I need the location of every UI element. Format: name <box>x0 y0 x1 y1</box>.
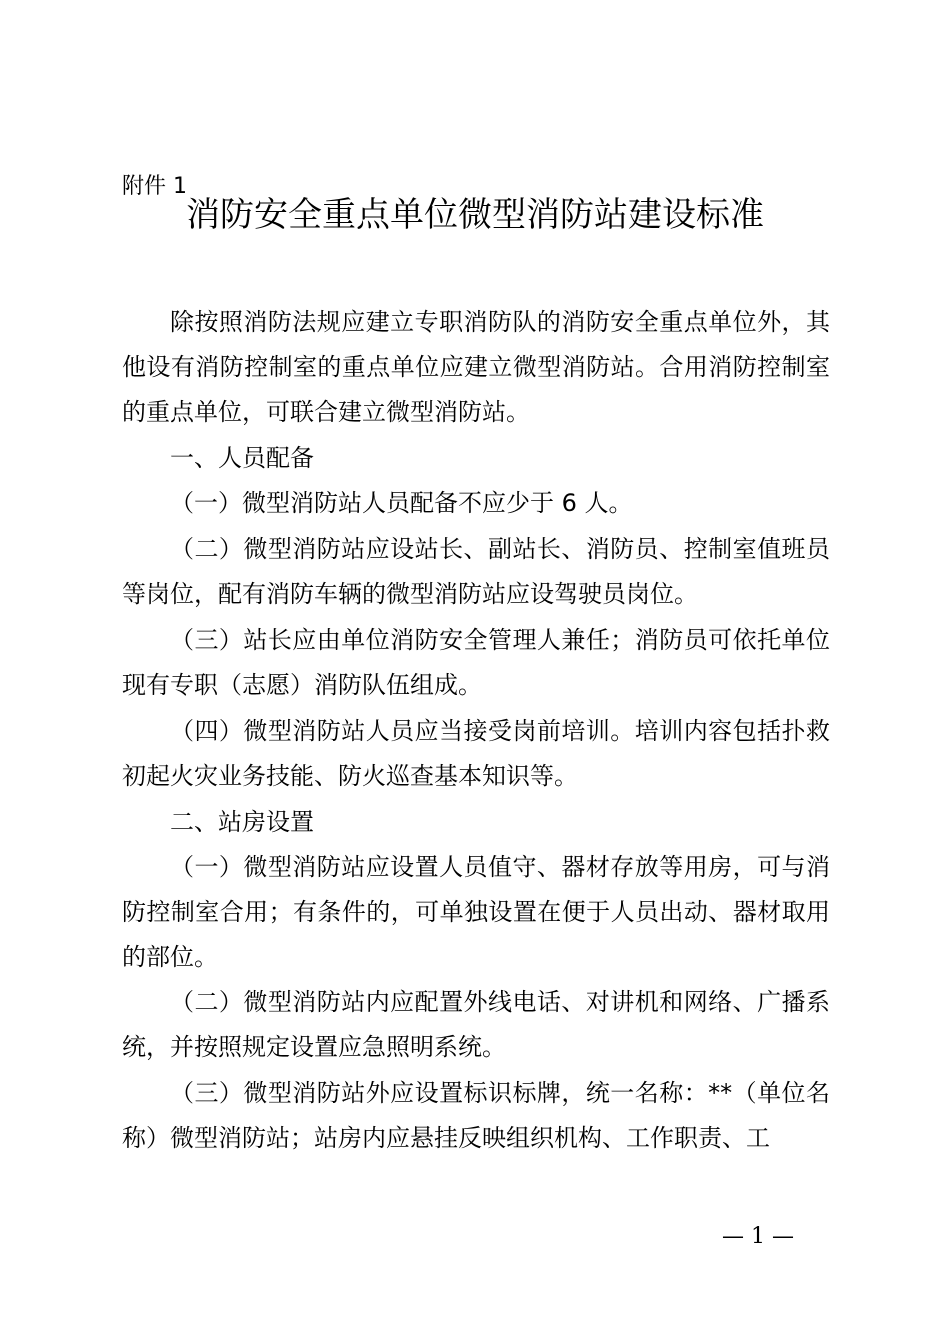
page-number: — 1 — <box>722 1224 794 1249</box>
section-heading-station: 二、站房设置 <box>170 808 314 836</box>
paragraph-station-1: （一）微型消防站应设置人员值守、器材存放等用房，可与消防控制室合用；有条件的，可单独设置在便于人员出动、器材取用的部位。 <box>122 853 830 971</box>
attachment-label: 附件 1 <box>122 174 187 199</box>
paragraph-personnel-3: （三）站长应由单位消防安全管理人兼任；消防员可依托单位现有专职（志愿）消防队伍组成。 <box>122 626 830 699</box>
document-title: 消防安全重点单位微型消防站建设标准 <box>186 195 764 235</box>
section-heading-personnel: 一、人员配备 <box>170 444 314 472</box>
paragraph-station-2: （二）微型消防站内应配置外线电话、对讲机和网络、广播系统，并按照规定设置应急照明系统。 <box>122 988 830 1061</box>
document-body <box>122 300 830 1161</box>
paragraph-intro: 除按照消防法规应建立专职消防队的消防安全重点单位外，其他设有消防控制室的重点单位应建立微型消防站。合用消防控制室的重点单位，可联合建立微型消防站。 <box>122 308 830 426</box>
paragraph-station-3: （三）微型消防站外应设置标识标牌，统一名称：**（单位名称）微型消防站；站房内应悬挂反映组织机构、工作职责、工 <box>122 1079 830 1152</box>
paragraph-personnel-2: （二）微型消防站应设站长、副站长、消防员、控制室值班员等岗位，配有消防车辆的微型消防站应设驾驶员岗位。 <box>122 535 830 608</box>
paragraph-personnel-1: （一）微型消防站人员配备不应少于 6 人。 <box>170 489 633 517</box>
paragraph-personnel-4: （四）微型消防站人员应当接受岗前培训。培训内容包括扑救初起火灾业务技能、防火巡查基本知识等。 <box>122 717 830 790</box>
